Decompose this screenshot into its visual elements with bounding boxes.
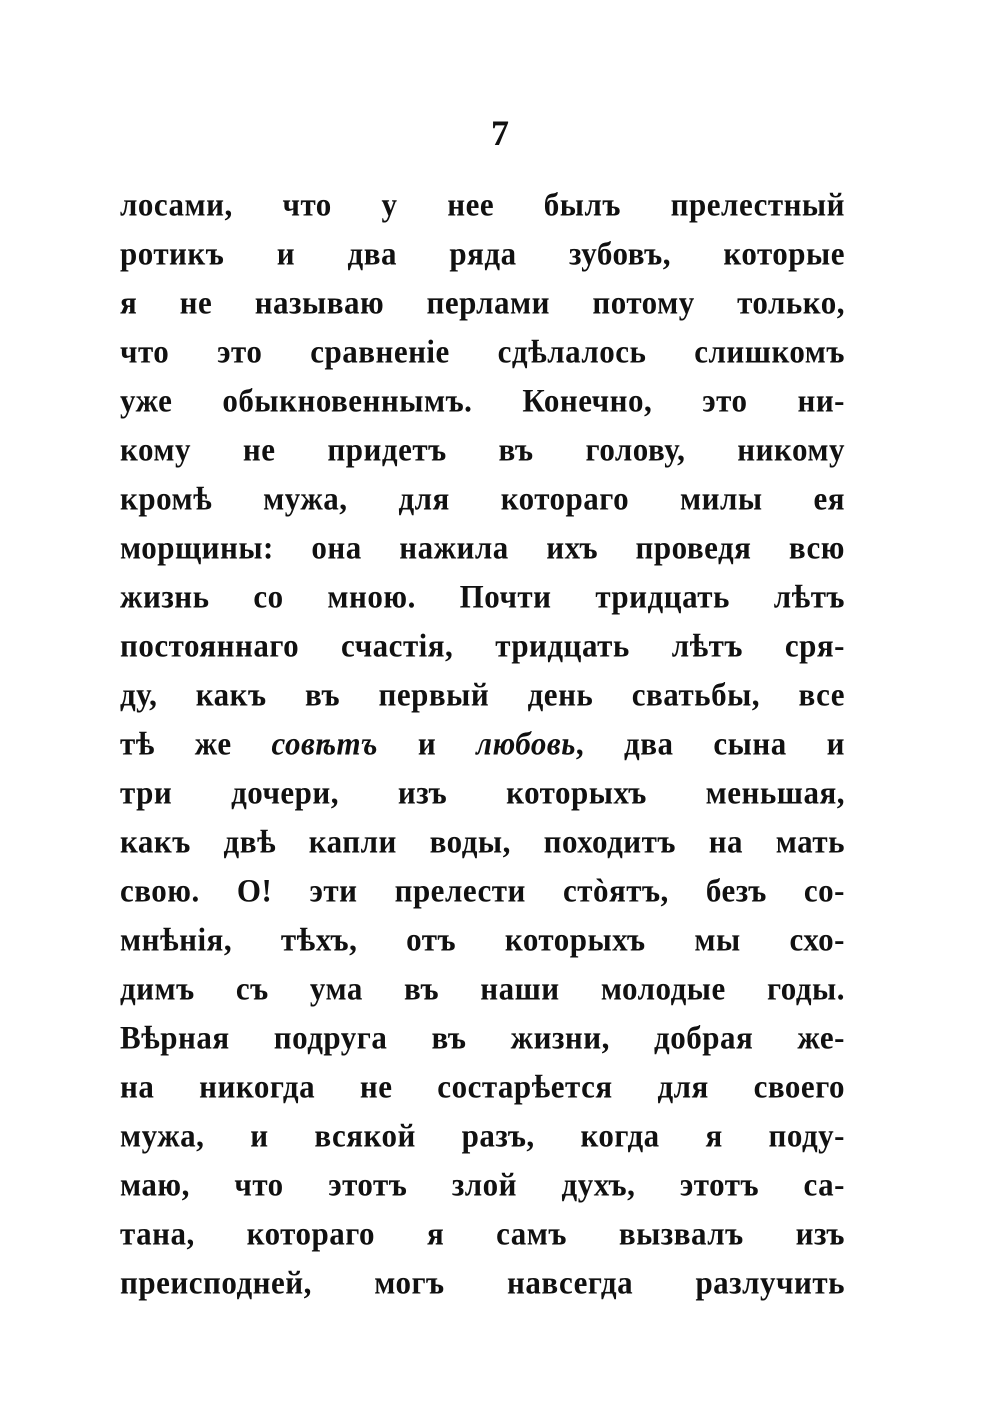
text-line: димъ съ ума въ наши молодые годы. [120,970,845,1007]
text-line: мнѣнія, тѣхъ, отъ которыхъ мы схо- [120,921,845,958]
body-text [120,180,845,1307]
text-line: маю, что этотъ злой духъ, этотъ са- [120,1166,845,1203]
text-segment: тѣ же [120,725,272,762]
text-line: тана, котораго я самъ вызвалъ изъ [120,1215,845,1252]
text-line: морщины: она нажила ихъ проведя всю [120,529,845,566]
text-line: жизнь со мною. Почти тридцать лѣтъ [120,578,845,615]
text-line: три дочери, изъ которыхъ меньшая, [120,774,845,811]
text-line: постояннаго счастія, тридцать лѣтъ сря- [120,627,845,664]
text-line: ротикъ и два ряда зубовъ, которые [120,235,845,272]
text-line: на никогда не состарѣется для своего [120,1068,845,1105]
text-line: мужа, и всякой разъ, когда я поду- [120,1117,845,1154]
text-line: свою. О! эти прелести стòятъ, безъ со- [120,872,845,909]
italic-word: любовь [476,725,576,762]
text-line: уже обыкновеннымъ. Конечно, это ни- [120,382,845,419]
text-segment: и [377,725,477,762]
text-line: Вѣрная подруга въ жизни, добрая же- [120,1019,845,1056]
text-line: кому не придетъ въ голову, никому [120,431,845,468]
text-line: что это сравненіе сдѣлалось слишкомъ [120,333,845,370]
page-number: 7 [491,113,509,153]
text-line: я не называю перлами потому только, [120,284,845,321]
text-line: кромѣ мужа, для котораго милы ея [120,480,845,517]
text-line: ду, какъ въ первый день сватьбы, все [120,676,845,713]
text-segment: , два сына и [575,725,845,762]
text-line-with-italics [120,718,845,769]
text-line: лосами, что у нее былъ прелестный [120,186,845,223]
text-line: какъ двѣ капли воды, походитъ на мать [120,823,845,860]
text-line: преисподней, могъ навсегда разлучить [120,1264,845,1301]
italic-word: совѣтъ [271,725,378,762]
